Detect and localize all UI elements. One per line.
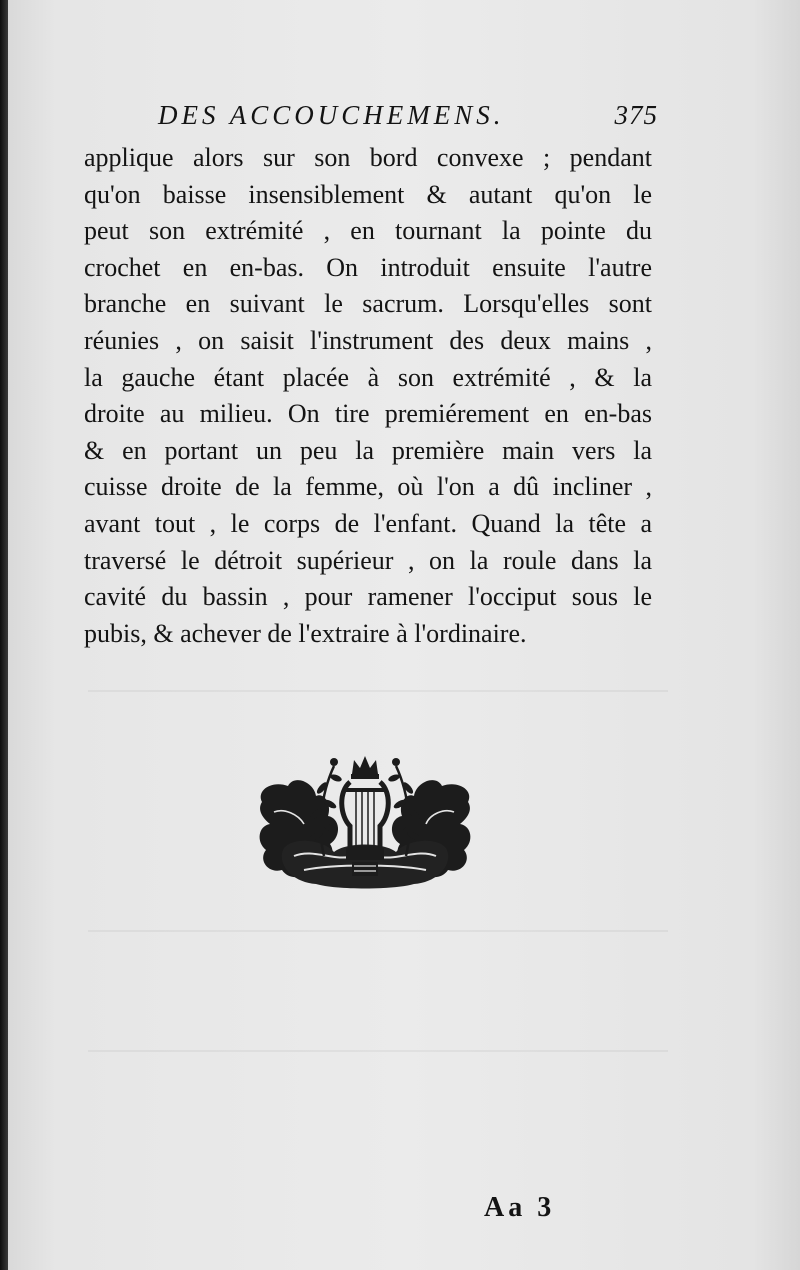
page-binding-edge: [0, 0, 8, 1270]
text-line: avant tout , le corps de l'enfant. Quand la tête a: [84, 508, 652, 538]
text-line: peut son extrémité , en tournant la pointe du: [84, 216, 652, 246]
text-line: pubis, & achever de l'extraire à l'ordinaire.: [84, 618, 527, 648]
book-page: [8, 0, 800, 1270]
text-line: cuisse droite de la femme, où l'on a dû incliner ,: [84, 472, 652, 502]
lyre-crown-vignette-icon: [254, 752, 476, 892]
running-head-title: DES ACCOUCHEMENS.: [158, 100, 505, 130]
text-line: cavité du bassin , pour ramener l'occiput sous le: [84, 582, 652, 612]
text-line: crochet en en-bas. On introduit ensuite l'autre: [84, 252, 652, 282]
text-line: applique alors sur son bord convexe ; pendant: [84, 143, 652, 172]
show-through-line: [88, 1050, 668, 1052]
text-line: traversé le détroit supérieur , on la roule dans la: [84, 545, 652, 575]
text-line: branche en suivant le sacrum. Lorsqu'elles sont: [84, 289, 652, 319]
running-head: [158, 100, 658, 140]
show-through-line: [88, 930, 668, 932]
text-line: droite au milieu. On tire premiérement en en-bas: [84, 399, 652, 429]
page-number: 375: [614, 100, 658, 130]
text-line: réunies , on saisit l'instrument des deux mains ,: [84, 325, 652, 355]
body-text: [84, 140, 652, 652]
text-line: qu'on baisse insensiblement & autant qu'on le: [84, 179, 652, 209]
text-line: & en portant un peu la première main vers la: [84, 435, 652, 465]
text-line: la gauche étant placée à son extrémité , & la: [84, 362, 652, 392]
show-through-line: [88, 690, 668, 692]
signature-mark: Aa 3: [484, 1192, 556, 1223]
